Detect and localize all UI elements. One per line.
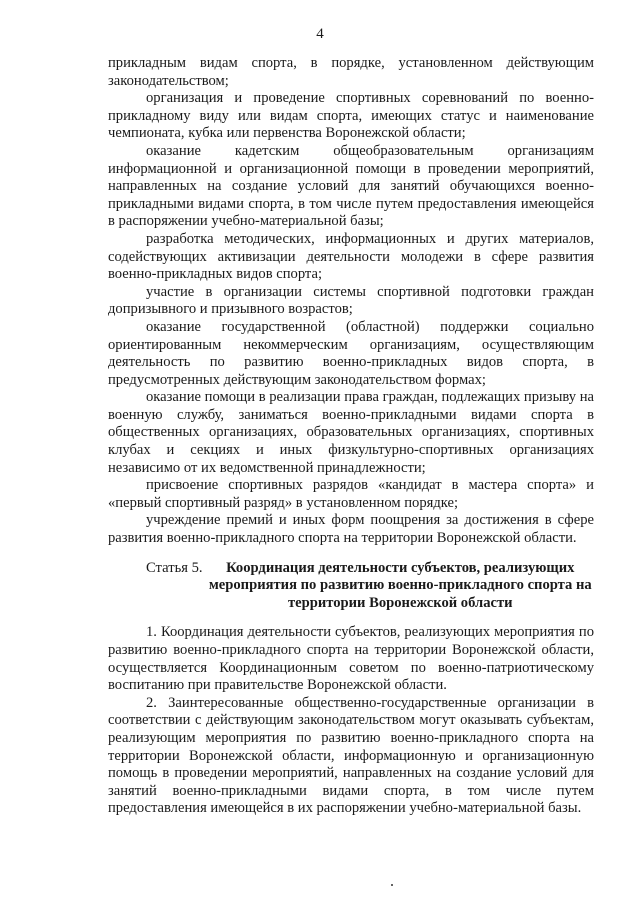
paragraph: оказание помощи в реализации права граждан, подлежащих призыву на военную службу, заниматься военно-прикладными видами спорта в общественных организациях, образовательных организациях, спортивных клубах и секциях и иных физкультурно-спортивных организациях независимо от их ведомственной принадлежности; [108,389,594,476]
article-title: Координация деятельности субъектов, реализующих мероприятия по развитию военно-прикладного спорта на территории Воронежской области [208,559,592,611]
paragraph: организация и проведение спортивных соревнований по военно-прикладному виду или видам спорта, имеющих статус и наименование чемпионата, кубка или первенства Воронежской области; [108,90,594,142]
paragraphs-after [108,624,594,818]
paragraph: учреждение премий и иных форм поощрения за достижения в сфере развития военно-прикладного спорта на территории Воронежской области. [108,512,594,547]
document-body [108,55,594,818]
page-number: 4 [316,26,324,42]
paragraph: оказание кадетским общеобразовательным организациям информационной и организационной помощи в проведении мероприятий, направленных на создание условий для занятий обучающихся военно-прикладными видами спорта, в том числе путем предоставления имеющейся в распоряжении учебно-материальной базы; [108,142,594,230]
paragraph: оказание государственной (областной) поддержки социально ориентированным некоммерческим организациям, осуществляющим деятельность по развитию военно-прикладных видов спорта, в предусмотренных действующим законодательством формах; [108,318,594,388]
paragraph: прикладным видам спорта, в порядке, установленном действующим законодательством; [108,55,594,89]
paragraph: участие в организации системы спортивной подготовки граждан допризывного и призывного возрастов; [108,283,594,318]
paragraphs-before [108,55,594,548]
paragraph: присвоение спортивных разрядов «кандидат в мастера спорта» и «первый спортивный разряд» в установленном порядке; [108,477,594,511]
paragraph: 2. Заинтересованные общественно-государственные организации в соответствии с действующим законодательством могут оказывать субъектам, реализующим мероприятия по развитию военно-прикладного спорта на территории Воронежской области, информационную и организационную помощь в проведении мероприятий, направленных на создание условий для занятий военно-прикладными видами спорта, в том числе путем предоставления имеющейся в их распоряжении учебно-материальной базы. [108,694,594,817]
paragraph: 1. Координация деятельности субъектов, реализующих мероприятия по развитию военно-прикладного спорта на территории Воронежской области, осуществляется Координационным советом по военно-патриотическому воспитанию при правительстве Воронежской области. [108,624,594,694]
article-heading [108,560,594,613]
scan-dot [391,884,393,886]
article-label: Статья 5. [146,559,203,576]
paragraph: разработка методических, информационных и других материалов, содействующих активизации деятельности молодежи в сфере развития военно-прикладных видов спорта; [108,230,594,283]
